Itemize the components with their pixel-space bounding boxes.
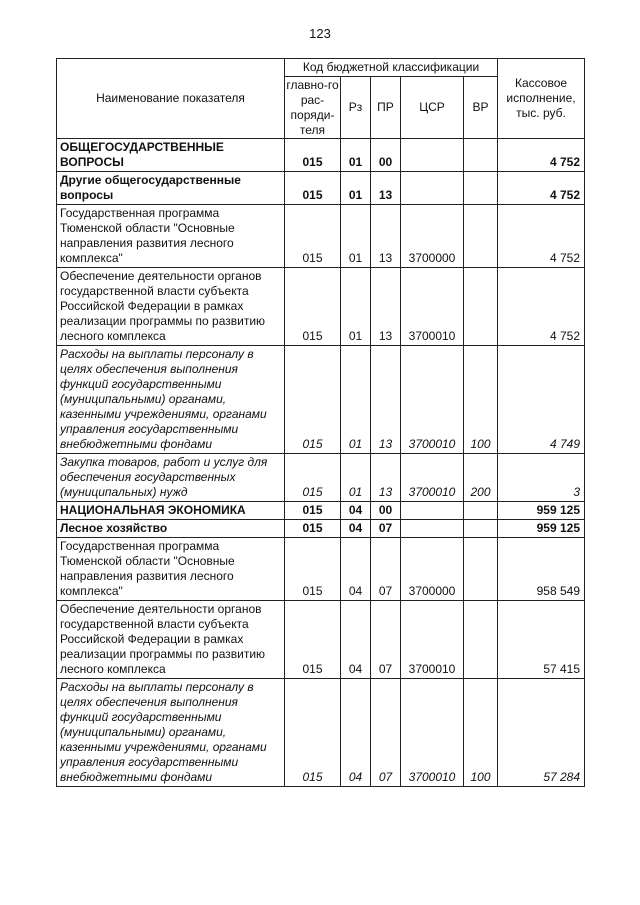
row-rz: 01 — [341, 346, 371, 454]
row-pr: 07 — [371, 679, 401, 787]
row-amount: 959 125 — [498, 502, 585, 520]
row-csr — [401, 139, 464, 172]
table-row — [57, 205, 585, 268]
header-vr: ВР — [464, 77, 498, 139]
row-vr — [464, 601, 498, 679]
row-amount: 57 284 — [498, 679, 585, 787]
table-row — [57, 454, 585, 502]
row-vr: 100 — [464, 346, 498, 454]
header-rz: Рз — [341, 77, 371, 139]
row-csr: 3700010 — [401, 454, 464, 502]
row-csr: 3700000 — [401, 205, 464, 268]
row-rz: 04 — [341, 502, 371, 520]
table-row — [57, 679, 585, 787]
row-rz: 01 — [341, 454, 371, 502]
row-vr — [464, 538, 498, 601]
row-csr — [401, 520, 464, 538]
row-csr: 3700010 — [401, 679, 464, 787]
row-amount: 57 415 — [498, 601, 585, 679]
row-pr: 07 — [371, 601, 401, 679]
row-rz: 04 — [341, 601, 371, 679]
row-pr: 07 — [371, 538, 401, 601]
row-name: Закупка товаров, работ и услуг для обеспечения государственных (муниципальных) нужд — [57, 454, 285, 502]
row-amount: 4 752 — [498, 205, 585, 268]
row-name: Другие общегосударственные вопросы — [57, 172, 285, 205]
table-row — [57, 538, 585, 601]
row-csr: 3700010 — [401, 601, 464, 679]
row-name: Государственная программа Тюменской области "Основные направления развития лесного комплекса" — [57, 538, 285, 601]
table-row — [57, 601, 585, 679]
header-name: Наименование показателя — [57, 59, 285, 139]
row-name: Обеспечение деятельности органов государственной власти субъекта Российской Федерации в рамках реализации программы по развитию лесного комплекса — [57, 268, 285, 346]
row-name: Государственная программа Тюменской области "Основные направления развития лесного комплекса" — [57, 205, 285, 268]
row-vr: 100 — [464, 679, 498, 787]
row-csr: 3700000 — [401, 538, 464, 601]
table-row — [57, 268, 585, 346]
row-rz: 01 — [341, 139, 371, 172]
table-row — [57, 172, 585, 205]
row-pr: 13 — [371, 454, 401, 502]
row-ministry: 015 — [285, 139, 341, 172]
row-amount: 4 752 — [498, 268, 585, 346]
row-pr: 00 — [371, 502, 401, 520]
budget-table — [56, 58, 585, 787]
row-vr — [464, 205, 498, 268]
row-vr — [464, 268, 498, 346]
row-csr: 3700010 — [401, 268, 464, 346]
row-rz: 04 — [341, 538, 371, 601]
row-csr — [401, 502, 464, 520]
row-rz: 04 — [341, 520, 371, 538]
header-pr: ПР — [371, 77, 401, 139]
row-rz: 04 — [341, 679, 371, 787]
row-ministry: 015 — [285, 346, 341, 454]
row-name: ОБЩЕГОСУДАРСТВЕННЫЕ ВОПРОСЫ — [57, 139, 285, 172]
page-number: 123 — [309, 26, 331, 41]
header-csr: ЦСР — [401, 77, 464, 139]
row-name: Расходы на выплаты персоналу в целях обеспечения выполнения функций государственными (муниципальными) органами, казенными учреждениями, органами управления государственными внебюджетными фондами — [57, 679, 285, 787]
row-rz: 01 — [341, 205, 371, 268]
row-rz: 01 — [341, 268, 371, 346]
row-csr: 3700010 — [401, 346, 464, 454]
header-ministry: главно-го рас-поряди-теля — [286, 77, 339, 137]
row-amount: 958 549 — [498, 538, 585, 601]
row-amount: 959 125 — [498, 520, 585, 538]
row-ministry: 015 — [285, 454, 341, 502]
row-rz: 01 — [341, 172, 371, 205]
row-ministry: 015 — [285, 520, 341, 538]
row-vr — [464, 172, 498, 205]
row-pr: 13 — [371, 205, 401, 268]
row-csr — [401, 172, 464, 205]
table-row — [57, 502, 585, 520]
header-amount: Кассовое исполнение, тыс. руб. — [498, 59, 585, 139]
row-vr — [464, 139, 498, 172]
table-row — [57, 139, 585, 172]
row-amount: 4 749 — [498, 346, 585, 454]
row-ministry: 015 — [285, 172, 341, 205]
row-vr: 200 — [464, 454, 498, 502]
table-row — [57, 346, 585, 454]
row-amount: 3 — [498, 454, 585, 502]
row-ministry: 015 — [285, 268, 341, 346]
row-vr — [464, 520, 498, 538]
row-pr: 07 — [371, 520, 401, 538]
row-amount: 4 752 — [498, 139, 585, 172]
row-ministry: 015 — [285, 601, 341, 679]
row-name: Обеспечение деятельности органов государственной власти субъекта Российской Федерации в рамках реализации программы по развитию лесного комплекса — [57, 601, 285, 679]
row-pr: 00 — [371, 139, 401, 172]
header-code-group: Код бюджетной классификации — [285, 59, 498, 77]
row-name: Расходы на выплаты персоналу в целях обеспечения выполнения функций государственными (муниципальными) органами, казенными учреждениями, органами управления государственными внебюджетными фондами — [57, 346, 285, 454]
row-amount: 4 752 — [498, 172, 585, 205]
row-vr — [464, 502, 498, 520]
row-pr: 13 — [371, 268, 401, 346]
row-ministry: 015 — [285, 679, 341, 787]
row-ministry: 015 — [285, 538, 341, 601]
row-ministry: 015 — [285, 502, 341, 520]
table-row — [57, 520, 585, 538]
row-name: Лесное хозяйство — [57, 520, 285, 538]
row-name: НАЦИОНАЛЬНАЯ ЭКОНОМИКА — [57, 502, 285, 520]
row-ministry: 015 — [285, 205, 341, 268]
row-pr: 13 — [371, 172, 401, 205]
row-pr: 13 — [371, 346, 401, 454]
